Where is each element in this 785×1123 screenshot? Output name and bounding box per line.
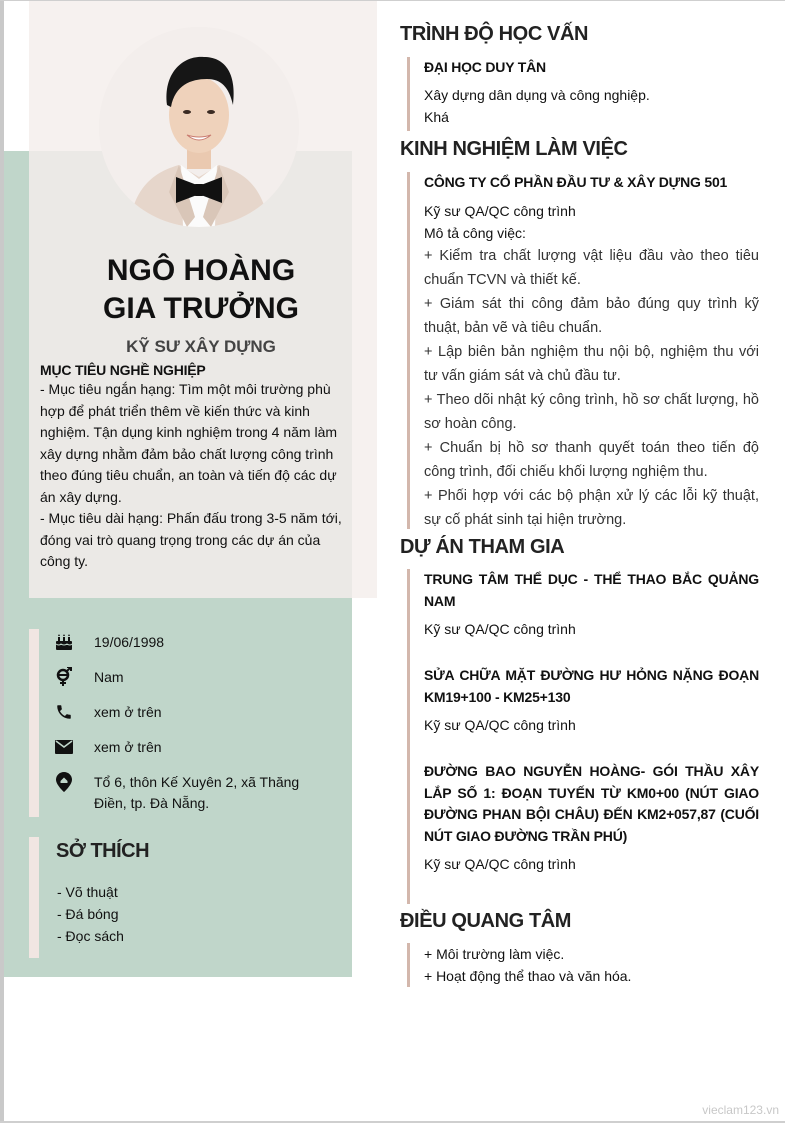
phone-row xyxy=(54,702,314,723)
project-name: TRUNG TÂM THỂ DỤC - THỂ THAO BẮC QUẢNG NAM xyxy=(424,571,759,609)
address-row xyxy=(54,772,314,814)
project-name: SỬA CHỮA MẶT ĐƯỜNG HƯ HỎNG NẶNG ĐOẠN KM19+100 - KM25+130 xyxy=(424,667,759,705)
major: Xây dựng dân dụng và công nghiệp. xyxy=(424,86,650,103)
interest-item: + Môi trường làm việc. xyxy=(424,946,565,962)
short-term-objective: - Mục tiêu ngắn hạng: Tìm một môi trường phù hợp để phát triển thêm về kiến thức và kinh nghiệm. Tận dụng kinh nghiệm trong 4 năm làm xây dựng nhằm đảm bảo chất lượng công trình theo đúng tiêu chuẩn, an toàn và tiến độ các dự án xây dựng. xyxy=(40,381,338,505)
description-label: Mô tả công việc: xyxy=(424,224,526,241)
gender-value: Nam xyxy=(94,669,124,685)
hobbies-list xyxy=(57,881,124,947)
duty-item: + Kiểm tra chất lượng vật liệu đầu vào theo tiêu chuẩn TCVN và thiết kế. xyxy=(424,247,759,288)
contact-info-section xyxy=(29,629,329,817)
list-item: - Đá bóng xyxy=(57,906,119,922)
email-value: xem ở trên xyxy=(94,739,162,755)
birthday-cake-icon xyxy=(54,632,74,652)
project-name: ĐƯỜNG BAO NGUYỄN HOÀNG- GÓI THẦU XÂY LẮP SỐ 1: ĐOẠN TUYẾN TỪ KM0+00 (NÚT GIAO ĐƯỜNG PHAN BỘI CHÂU) ĐẾN KM2+057,87 (CUỐI NÚT GIAO ĐƯỜNG TRẦN PHÚ) xyxy=(424,763,759,844)
address-value: Tổ 6, thôn Kế Xuyên 2, xã Thăng Điền, tp. Đà Nẵng. xyxy=(94,774,300,811)
mail-icon xyxy=(54,737,74,757)
project-role: Kỹ sư QA/QC công trình xyxy=(424,621,576,637)
name-line-1: NGÔ HOÀNG xyxy=(106,254,296,287)
duty-item: + Phối hợp với các bộ phận xử lý các lỗi kỹ thuật, sự cố phát sinh tại hiện trường. xyxy=(424,487,759,528)
duty-item: + Giám sát thi công đảm bảo đúng quy trình kỹ thuật, bản vẽ và tiêu chuẩn. xyxy=(424,295,759,336)
job-title: KỸ SƯ XÂY DỰNG xyxy=(126,337,276,356)
hobbies-section xyxy=(29,837,329,958)
projects-block xyxy=(407,569,759,904)
interest-item: + Hoạt động thể thao và văn hóa. xyxy=(424,968,632,984)
phone-icon xyxy=(54,702,74,722)
list-item: - Đọc sách xyxy=(57,928,124,944)
education-block xyxy=(407,57,759,131)
name-line-2: GIA TRƯỞNG xyxy=(102,292,300,325)
list-item: - Võ thuật xyxy=(57,884,118,900)
long-term-objective: - Mục tiêu dài hạng: Phấn đấu trong 3-5 năm tới, đóng vai trò quang trọng trong các dự án của công ty. xyxy=(40,510,342,569)
section-heading: MỤC TIÊU NGHỀ NGHIỆP xyxy=(40,362,206,378)
project-role: Kỹ sư QA/QC công trình xyxy=(424,856,576,872)
section-heading-experience: KINH NGHIỆM LÀM VIỆC xyxy=(400,138,628,160)
section-heading-projects: DỰ ÁN THAM GIA xyxy=(400,536,565,558)
section-heading: SỞ THÍCH xyxy=(56,840,150,862)
phone-value: xem ở trên xyxy=(94,704,162,720)
grade: Khá xyxy=(424,108,449,125)
location-pin-icon xyxy=(54,772,74,792)
school-name: ĐẠI HỌC DUY TÂN xyxy=(424,59,546,75)
gender-icon xyxy=(54,667,74,687)
project-role: Kỹ sư QA/QC công trình xyxy=(424,717,576,733)
birthday-value: 19/06/1998 xyxy=(94,634,165,650)
experience-block xyxy=(407,172,759,529)
section-heading-education: TRÌNH ĐỘ HỌC VẤN xyxy=(400,23,589,45)
person-photo-icon xyxy=(99,27,299,227)
interests-block xyxy=(407,943,759,987)
candidate-name xyxy=(29,252,373,328)
career-objective-section xyxy=(40,361,350,573)
avatar xyxy=(99,27,299,227)
position: Kỹ sư QA/QC công trình xyxy=(424,202,576,219)
section-heading-interests: ĐIỀU QUANG TÂM xyxy=(400,910,572,932)
duty-item: + Chuẩn bị hồ sơ thanh quyết toán theo tiến độ công trình, đối chiếu khối lượng nghiệm thu. xyxy=(424,439,759,480)
company-name: CÔNG TY CỔ PHẦN ĐẦU TƯ & XÂY DỰNG 501 xyxy=(424,174,728,190)
watermark: vieclam123.vn xyxy=(702,1103,779,1117)
email-row xyxy=(54,737,314,758)
birthday-row xyxy=(54,632,314,653)
duty-item: + Lập biên bản nghiệm thu nội bộ, nghiệm thu với tư vấn giám sát và chủ đầu tư. xyxy=(424,343,759,384)
gender-row xyxy=(54,667,314,688)
duty-item: + Theo dõi nhật ký công trình, hồ sơ chất lượng, hồ sơ hoàn công. xyxy=(424,391,759,432)
